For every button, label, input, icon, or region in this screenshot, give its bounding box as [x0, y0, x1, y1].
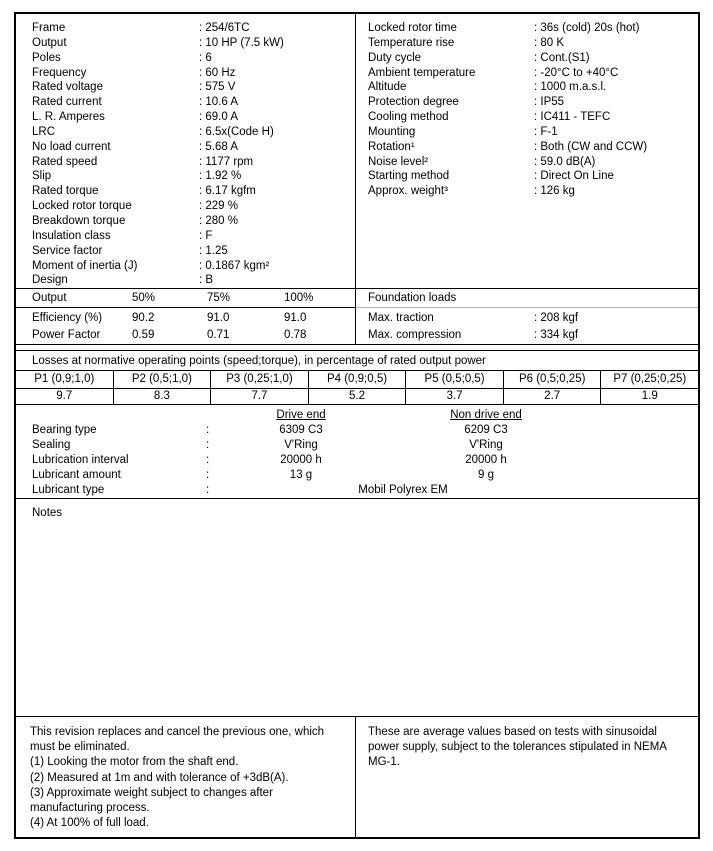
spec-row: [368, 155, 698, 170]
spec-label: LRC: [32, 125, 56, 138]
spec-label: Rated speed: [32, 155, 98, 168]
spec-row: [368, 125, 698, 140]
spec-value: : 36s (cold) 20s (hot): [534, 22, 640, 34]
revision-notes: [16, 717, 355, 837]
spec-row: [32, 184, 355, 199]
notes-section: [16, 499, 698, 717]
spec-label: Poles: [32, 51, 61, 64]
drive-end-header: Drive end: [276, 409, 326, 421]
spec-label: Frame: [32, 22, 66, 34]
spec-label: No load current: [32, 140, 111, 153]
spec-value: : Both (CW and CCW): [534, 140, 648, 153]
spec-value: : 59.0 dB(A): [534, 155, 596, 168]
spec-value: : 575 V: [199, 81, 236, 94]
performance-col-75: 75%: [207, 292, 231, 304]
spec-row: [368, 184, 698, 199]
spec-value: : 60 Hz: [199, 66, 236, 79]
spec-label: Breakdown torque: [32, 214, 126, 227]
non-drive-end-value: 9 g: [478, 468, 494, 481]
footer-section: [16, 717, 698, 837]
spec-row: [368, 51, 698, 66]
spec-row: [32, 214, 355, 229]
row-label: Max. compression: [368, 328, 462, 341]
spec-value: : 6.17 kgfm: [199, 185, 256, 198]
row-label: Lubricant amount: [32, 468, 121, 481]
spec-label: Locked rotor time: [368, 22, 457, 34]
spec-row: [32, 244, 355, 259]
efficiency-row: [16, 310, 355, 327]
spec-value: : 5.68 A: [199, 140, 239, 153]
row-label: Bearing type: [32, 423, 97, 436]
note-line: (4) At 100% of full load.: [30, 817, 149, 830]
spec-row: [32, 199, 355, 214]
spec-value: : 0.1867 kgm²: [199, 259, 270, 272]
spec-label: Rotation¹: [368, 140, 415, 153]
note-line: power supply, subject to the tolerances stipulated in NEMA: [368, 741, 667, 754]
spec-row: [368, 169, 698, 184]
spec-label: Output: [32, 36, 67, 49]
row-label: Max. traction: [368, 312, 434, 324]
spec-label: Rated torque: [32, 185, 99, 198]
spec-label: Design: [32, 274, 68, 287]
note-line: manufacturing process.: [30, 802, 150, 815]
max-traction-row: [356, 310, 698, 327]
colon: :: [206, 483, 210, 496]
spec-label: Slip: [32, 170, 52, 183]
losses-point-label: P2 (0,5;1,0): [113, 371, 211, 388]
losses-point-value: 9.7: [56, 390, 73, 402]
performance-header-label: Output: [32, 292, 67, 304]
spec-row: [32, 140, 355, 155]
spec-label: Rated voltage: [32, 81, 103, 94]
cell-value: 90.2: [132, 312, 155, 324]
spec-row: [368, 36, 698, 51]
specs-left-column: [16, 14, 355, 288]
spec-row: [368, 66, 698, 81]
specs-right-column: [355, 14, 698, 288]
spec-label: Moment of inertia (J): [32, 259, 138, 272]
note-line: (3) Approximate weight subject to changes after: [30, 786, 273, 799]
lubricant-type-value: Mobil Polyrex EM: [358, 483, 448, 496]
losses-point-label: P5 (0,5;0,5): [405, 371, 503, 388]
spec-label: Altitude: [368, 81, 407, 94]
spec-label: Protection degree: [368, 96, 459, 109]
spec-label: Temperature rise: [368, 36, 455, 49]
losses-title-label: Losses at normative operating points (speed;torque), in percentage of rated output power: [32, 354, 486, 367]
row-label: Power Factor: [32, 328, 101, 341]
spec-value: : 80 K: [534, 36, 565, 49]
colon: :: [206, 468, 210, 481]
spec-value: : 126 kg: [534, 185, 575, 198]
losses-point-label: P4 (0,9;0,5): [308, 371, 406, 388]
foundation-title-label: Foundation loads: [368, 292, 457, 304]
row-label: Sealing: [32, 438, 71, 451]
losses-point-label: P7 (0,25;0,25): [600, 371, 698, 388]
header-spacer: [32, 408, 206, 423]
losses-point-label: P6 (0,5;0,25): [503, 371, 601, 388]
cell-value: 0.59: [132, 328, 155, 341]
cell-value: 91.0: [284, 312, 307, 324]
spec-value: : F: [199, 229, 213, 242]
losses-point-value: 7.7: [210, 389, 308, 404]
performance-header-row: [16, 289, 355, 308]
spec-value: : IP55: [534, 96, 565, 109]
spec-row: [32, 229, 355, 244]
note-line: (2) Measured at 1m and with tolerance of +3dB(A).: [30, 771, 289, 784]
cell-value: : 208 kgf: [534, 312, 579, 324]
spec-value: : 6: [199, 51, 212, 64]
spec-value: : 69.0 A: [199, 111, 239, 124]
losses-point-value: 2.7: [503, 389, 601, 404]
note-line: MG-1.: [368, 756, 400, 769]
spec-label: Approx. weight³: [368, 185, 448, 198]
foundation-body: [356, 308, 698, 343]
bearing-type-row: [16, 423, 698, 438]
spec-label: Insulation class: [32, 229, 111, 242]
spec-row: [32, 36, 355, 51]
row-label: Lubricant type: [32, 483, 105, 496]
drive-end-value: 20000 h: [280, 453, 322, 466]
spec-value: : 6.5x(Code H): [199, 125, 274, 138]
spec-value: : 280 %: [199, 214, 238, 227]
spec-value: : F-1: [534, 125, 558, 138]
note-line: This revision replaces and cancel the previous one, which: [30, 726, 325, 738]
spec-label: L. R. Amperes: [32, 111, 105, 124]
spec-row: [368, 110, 698, 125]
spec-value: : IC411 - TEFC: [534, 111, 611, 124]
non-drive-end-header: Non drive end: [450, 409, 522, 421]
performance-section: [16, 289, 698, 345]
spec-row: [368, 95, 698, 110]
spec-value: : -20°C to +40°C: [534, 66, 619, 79]
spec-label: Starting method: [368, 170, 450, 183]
note-line: must be eliminated.: [30, 741, 130, 754]
spec-row: [32, 155, 355, 170]
spec-label: Duty cycle: [368, 51, 422, 64]
spec-row: [368, 21, 698, 36]
cell-value: : 334 kgf: [534, 328, 579, 341]
note-line: (1) Looking the motor from the shaft end.: [30, 756, 239, 769]
performance-table: [16, 289, 355, 344]
spec-value: : 10 HP (7.5 kW): [199, 36, 284, 49]
spec-value: : Cont.(S1): [534, 51, 590, 64]
lubrication-interval-row: [16, 453, 698, 468]
spec-value: : 229 %: [199, 200, 238, 213]
spec-label: Ambient temperature: [368, 66, 476, 79]
bearing-header-row: [16, 408, 698, 423]
non-drive-end-value: 20000 h: [465, 453, 507, 466]
spec-value: : 254/6TC: [199, 22, 250, 34]
spec-row: [32, 80, 355, 95]
colon: :: [206, 423, 210, 436]
losses-title: [16, 351, 698, 371]
spec-row: [32, 51, 355, 66]
non-drive-end-value: V'Ring: [469, 438, 503, 451]
spec-value: : 1.92 %: [199, 170, 242, 183]
losses-point-value: 1.9: [600, 389, 698, 404]
spec-label: Locked rotor torque: [32, 200, 132, 213]
note-line: These are average values based on tests with sinusoidal: [368, 726, 657, 738]
spec-value: : 10.6 A: [199, 96, 239, 109]
performance-col-100: 100%: [284, 292, 314, 304]
cell-value: 0.71: [207, 328, 230, 341]
spec-value: : Direct On Line: [534, 170, 614, 183]
spec-label: Service factor: [32, 244, 103, 257]
spec-label: Rated current: [32, 96, 102, 109]
sealing-row: [16, 438, 698, 453]
max-compression-row: [356, 327, 698, 344]
spec-row: [32, 21, 355, 36]
non-drive-end-value: 6209 C3: [464, 423, 508, 436]
losses-point-label: P1 (0,9;1,0): [34, 373, 95, 385]
losses-point-value: 8.3: [113, 389, 211, 404]
cell-value: 0.78: [284, 328, 307, 341]
losses-values-row: [16, 389, 698, 404]
losses-header-row: [16, 371, 698, 389]
colon: :: [206, 453, 210, 466]
spec-label: Noise level²: [368, 155, 429, 168]
header-spacer: [206, 408, 218, 423]
motor-datasheet: [14, 12, 700, 839]
drive-end-value: V'Ring: [284, 438, 318, 451]
tolerance-notes: [355, 717, 698, 837]
drive-end-value: 6309 C3: [279, 423, 323, 436]
losses-point-value: 3.7: [405, 389, 503, 404]
spec-value: : 1.25: [199, 244, 228, 257]
spec-value: : 1000 m.a.s.l.: [534, 81, 607, 94]
bearings-section: [16, 405, 698, 499]
spec-row: [32, 95, 355, 110]
spec-row: [32, 110, 355, 125]
cell-value: 91.0: [207, 312, 230, 324]
spec-label: Mounting: [368, 125, 416, 138]
lubricant-amount-row: [16, 468, 698, 483]
spec-row: [368, 80, 698, 95]
foundation-loads: [355, 289, 698, 344]
spec-value: : B: [199, 274, 214, 287]
spec-row: [32, 125, 355, 140]
spec-label: Cooling method: [368, 111, 449, 124]
spec-row: [368, 140, 698, 155]
colon: :: [206, 438, 210, 451]
spec-row: [32, 259, 355, 274]
performance-body: [16, 308, 355, 343]
performance-col-50: 50%: [132, 292, 156, 304]
specs-section: [16, 14, 698, 289]
lubricant-type-row: [16, 483, 698, 498]
losses-point-value: 5.2: [308, 389, 406, 404]
notes-title: Notes: [32, 507, 63, 519]
foundation-loads-title: [356, 289, 698, 308]
spec-row: [32, 273, 355, 288]
row-label: Efficiency (%): [32, 312, 103, 324]
losses-point-label: P3 (0,25;1,0): [210, 371, 308, 388]
power-factor-row: [16, 327, 355, 344]
drive-end-value: 13 g: [289, 468, 313, 481]
spec-value: : 1177 rpm: [199, 155, 254, 168]
row-label: Lubrication interval: [32, 453, 129, 466]
spec-row: [32, 169, 355, 184]
spec-row: [32, 66, 355, 81]
spec-label: Frequency: [32, 66, 87, 79]
losses-section: [16, 350, 698, 405]
